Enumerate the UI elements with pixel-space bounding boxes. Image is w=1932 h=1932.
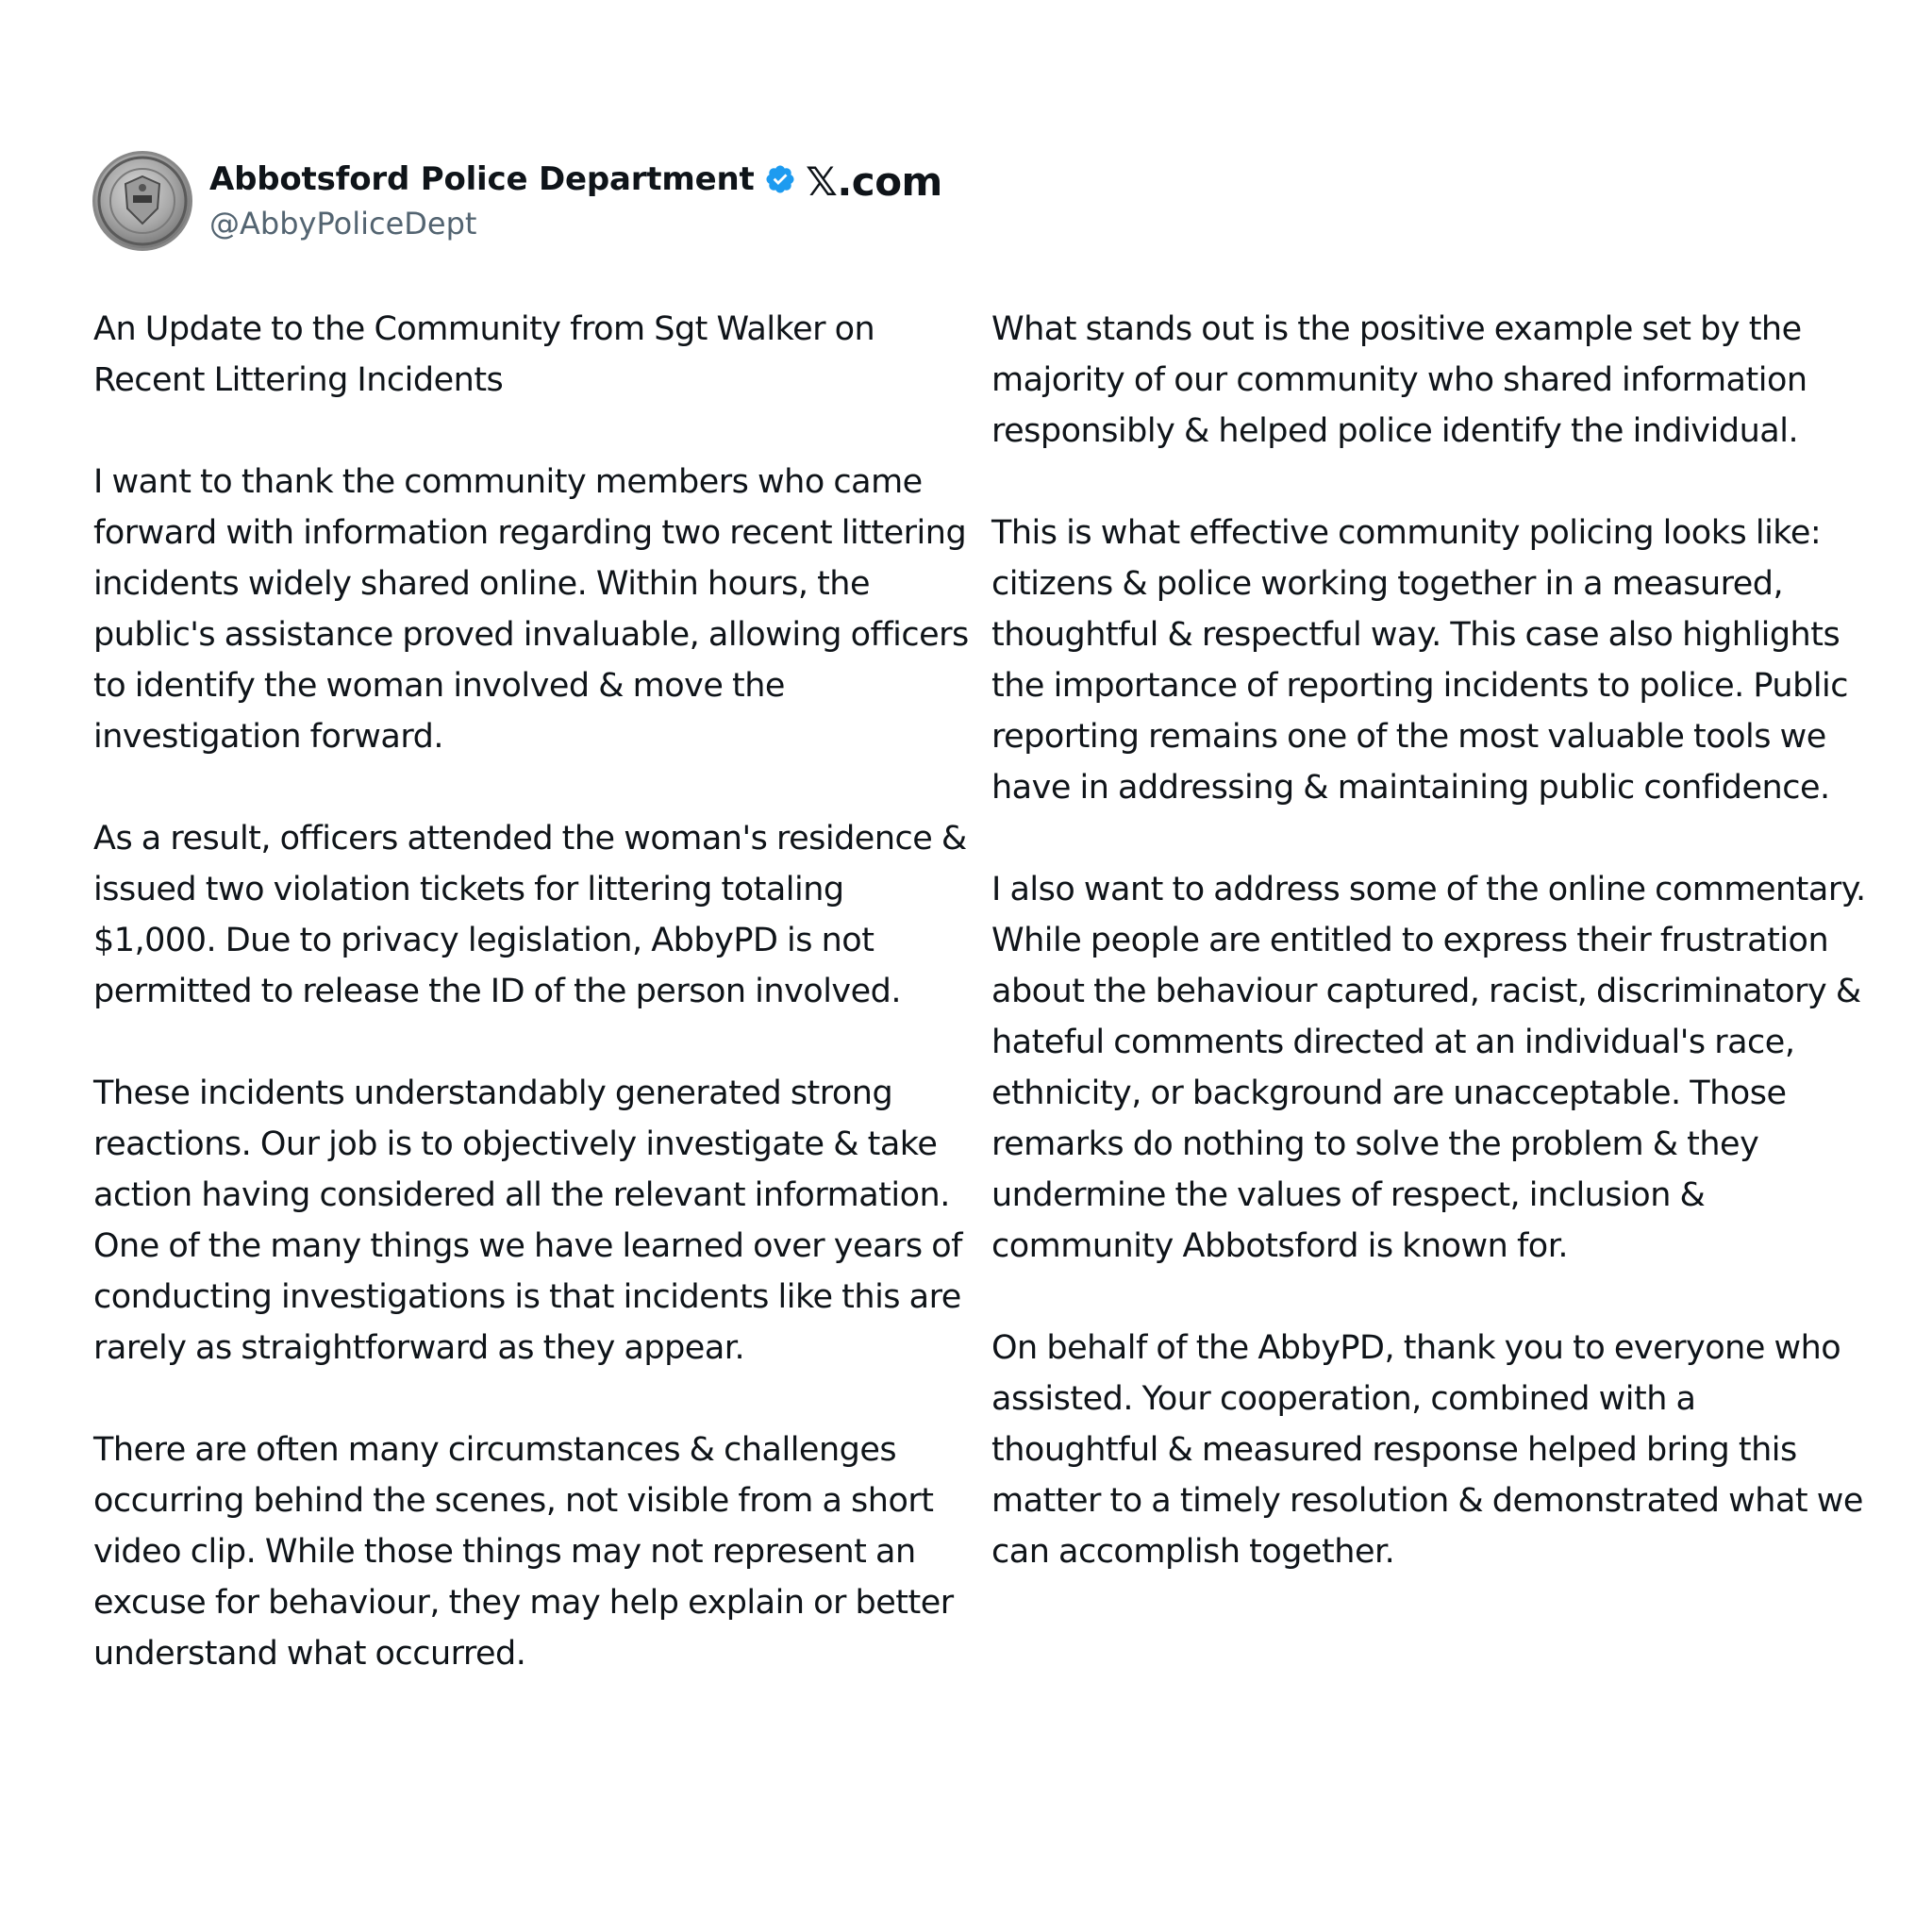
display-name[interactable]: Abbotsford Police Department [209,160,755,198]
post-header [92,151,998,255]
post-column-right [991,304,1869,1577]
post-paragraph: As a result, officers attended the woman's residence & issued two violation tickets for littering totaling $1,000. Due to privacy legislation, AbbyPD is not permitted to release the ID of the person involved. [93,820,967,1010]
post-paragraph: What stands out is the positive example set by the majority of our community who shared information responsibly & helped police identify the individual. [991,310,1807,450]
police-badge-icon [95,154,190,248]
post-paragraph: This is what effective community policing looks like: citizens & police working together in a measured, thoughtful & respectful way. This case also highlights the importance of reporting incidents to police. Public reporting remains one of the most valuable tools we have in addressing & maintaining public confidence. [991,514,1849,807]
post-column-left [93,304,971,1679]
handle[interactable]: @AbbyPoliceDept [209,206,477,242]
post-paragraph: An Update to the Community from Sgt Walker on Recent Littering Incidents [93,310,875,399]
verified-badge-icon [764,163,796,195]
avatar[interactable] [92,151,192,251]
name-row [209,157,796,202]
post-paragraph: These incidents understandably generated strong reactions. Our job is to objectively investigate & take action having considered all the relevant information. One of the many things we have learned over years of conducting investigations is that incidents like this are rarely as straightforward as they appear. [93,1074,962,1367]
site-label: 𝕏.com [806,158,942,205]
post-paragraph: I want to thank the community members who came forward with information regarding two recent littering incidents widely shared online. Within hours, the public's assistance proved invaluable, allowing officers to identify the woman involved & move the investigation forward. [93,463,969,756]
post-paragraph: I also want to address some of the online commentary. While people are entitled to express their frustration about the behaviour captured, racist, discriminatory & hateful comments directed at an individual's race, ethnicity, or background are unacceptable. Those remarks do nothing to solve the problem & they undermine the values of respect, inclusion & community Abbotsford is known for. [991,871,1866,1265]
post-paragraph: On behalf of the AbbyPD, thank you to everyone who assisted. Your cooperation, combined with a thoughtful & measured response helped bring this matter to a timely resolution & demonstrated what we can accomplish together. [991,1329,1863,1571]
post-paragraph: There are often many circumstances & challenges occurring behind the scenes, not visible from a short video clip. While those things may not represent an excuse for behaviour, they may help explain or better understand what occurred. [93,1431,954,1673]
